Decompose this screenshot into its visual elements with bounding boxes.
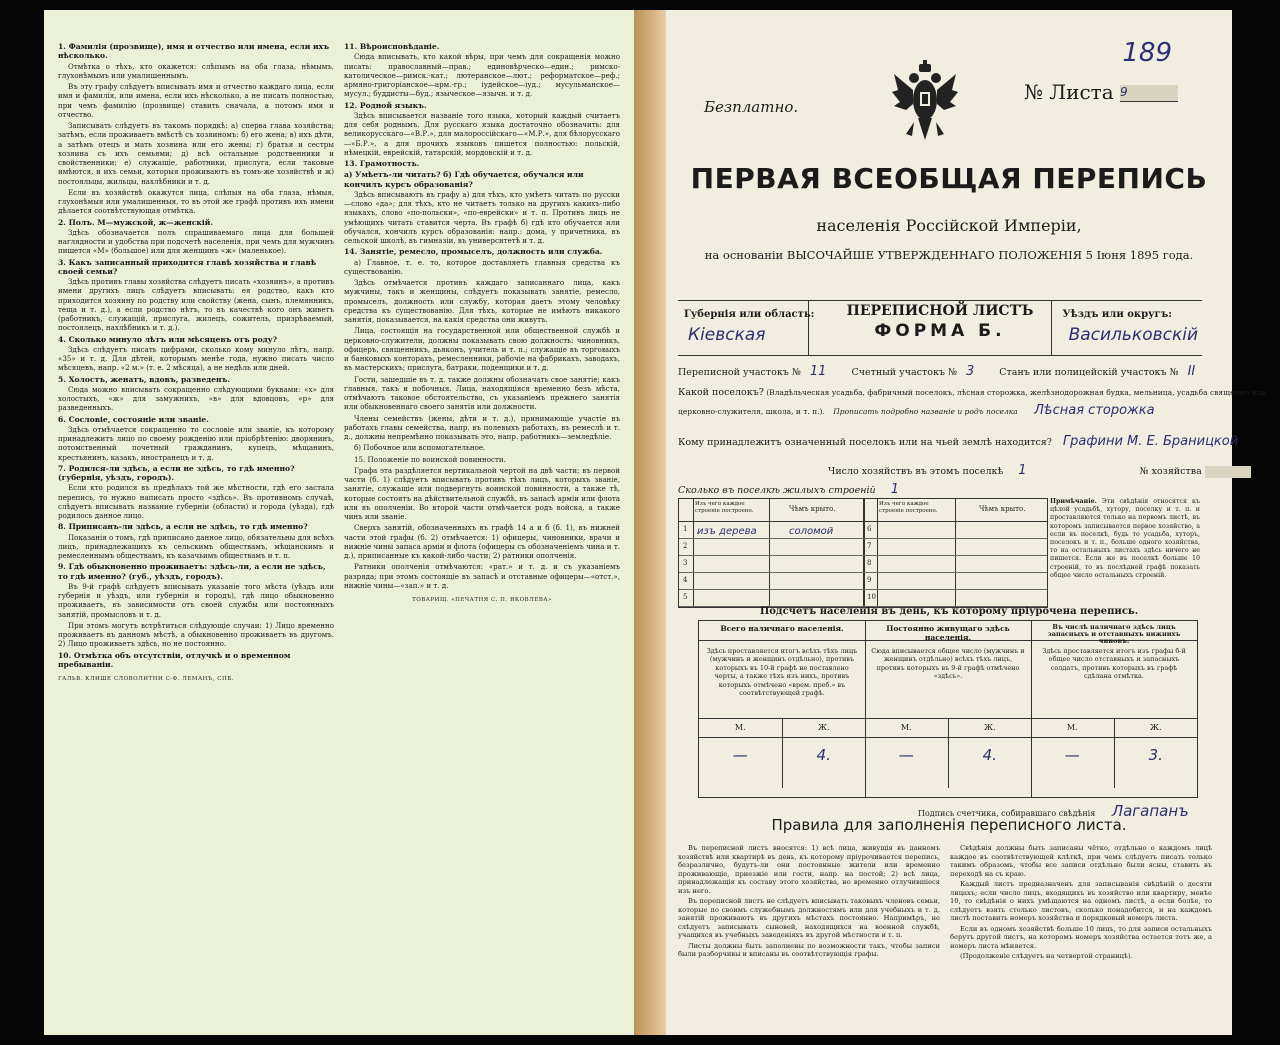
rules-column-2 — [950, 844, 1212, 1027]
rules-title: Правила для заполненія переписного листа. — [771, 816, 1127, 834]
sheet-number-value: 9 — [1120, 85, 1178, 102]
households-line: Число хозяйствъ въ этомъ поселкѣ 1 № хозяйства — [678, 463, 1202, 478]
instruction-paragraph: Здѣсь отмѣчается противъ каждаго записаннаго лица, какъ мужчины, такъ и женщины, слѣдуетъ показывать занятіе, ремесло, промыселъ, должность или службу, которая даетъ этому человѣку средства къ существованію. Для тѣхъ, которые не имѣютъ никакого занятія, показывается, на какія средства они живутъ. — [344, 278, 620, 324]
building-row-number: 2 — [683, 542, 688, 550]
book-gutter — [634, 10, 666, 1035]
building-row-number: 5 — [683, 593, 688, 601]
double-headed-eagle-icon — [892, 60, 958, 148]
reserve-female: 3. — [1148, 746, 1163, 764]
owner-line: Кому принадлежитъ означенный поселокъ или на чьей землѣ находится? Графини М. Е. Браницкой — [678, 434, 1239, 449]
building-row-number: 9 — [867, 576, 872, 584]
sheet-number: № Листа 9 — [1024, 80, 1178, 104]
resident-male: — — [865, 738, 949, 788]
building-row-number: 4 — [683, 576, 688, 584]
instruction-paragraph: Сюда вписывать, кто какой вѣры, при чемъ для сокращенія можно писать: православный—прав.; единовѣрческо—един.; римско-католическое—римск.-кат.; лютеранское—лют.; реформатское—реф.; армяно-григоріанское—арм.-гр.; іудейское—іуд.; мусульманское—мусул.; буддисты—буд.; языческое—язычн. и т. д. — [344, 52, 620, 99]
instruction-paragraph: Графа эта раздѣляется вертикальной чертой на двѣ части; въ первой части (б. 1) слѣдуетъ вписывать противъ тѣхъ лицъ, которыхъ званіе, занятіе, служащіе или подвергнуть воинской повинности, а также тѣ, которые состоятъ на дѣйствительной службѣ, въ запасѣ арміи или флота или въ ополченіи. Во второй части отмѣчается родъ войска, а также чинъ или званіе. — [344, 465, 620, 521]
rule-paragraph: Если въ одномъ хозяйствѣ больше 10 лицъ, то для записи остальныхъ берутъ другой листъ, на которомъ номеръ хозяйства остается тотъ же, а номеръ листа мѣняется. — [950, 924, 1212, 950]
total-female: 4. — [816, 746, 831, 764]
instruction-paragraph: Здѣсь слѣдуетъ писать цифрами, сколько кому минуло лѣтъ, напр. «35» и т. д. Для дѣтей, которымъ менѣе года, нужно писать число мѣсяцевъ, напр. «2 м.» (т. е. 2 мѣсяца), а не недѣль или дней. — [58, 344, 334, 373]
census-subtitle: населенія Россійской Имперіи, — [816, 216, 1082, 235]
buildings-line: Сколько въ поселкѣ жилыхъ строеній 1 — [678, 482, 899, 497]
building-1-roof: соломой — [789, 526, 834, 537]
instruction-paragraph: Если въ хозяйствѣ окажутся лица, слѣпыя на оба глаза, нѣмыя, глухонѣмыя или умалишенныя, то въ этой же графѣ противъ ихъ имени дѣлается соотвѣтствующая отмѣтка. — [58, 187, 334, 216]
instruction-paragraph: Сверхъ занятій, обозначенныхъ въ графѣ 14 а и б (б. 1), въ нижней части этой графы (б. 2) отмѣчается: 1) офицеры, чиновники, врачи и нижніе чины запаса арміи и флота (офицеры съ обозначеніемъ чина и т. д.), приписанные къ какой-либо части; 2) ратники ополченія. — [344, 523, 620, 560]
instruction-paragraph: Записывать слѣдуетъ въ такомъ порядкѣ: а) сперва глава хозяйства; затѣмъ, если проживаетъ вмѣстѣ съ хозяиномъ: б) его жена; в) ихъ дѣти, а затѣмъ отецъ и мать хозяина или его жены; г) братья и сестры хозяина съ ихъ семьями; д) всѣ остальные родственники и свойственники; е) служащіе, работники, прислуга, если таковые имѣются, и ихъ семьи, которыя проживаютъ въ томъ-же хозяйствѣ и ж) постояльцы, жильцы, нахлѣбники и т. д. — [58, 121, 334, 186]
instruction-paragraph: Здѣсь обозначается полъ спрашиваемаго лица для большей наглядности и удобства при подсчетѣ населенія, при чемъ для мужчинъ пишется «М» (большое) или для женщинъ «ж» (маленькое). — [58, 227, 334, 256]
section-heading: 13. Грамотность. — [344, 159, 420, 168]
section-heading: а) Умѣетъ-ли читать? б) Гдѣ обучается, обучался или кончилъ курсъ образованія? — [344, 170, 584, 189]
instruction-paragraph: При этомъ могутъ встрѣтиться слѣдующіе случаи: 1) Лицо временно проживаетъ въ данномъ мѣстѣ, а обыкновенно проживаетъ въ другомъ. 2) Лицо проживаетъ здѣсь, но не постоянно. — [58, 620, 334, 649]
section-heading: 11. Вѣроисповѣданіе. — [344, 42, 440, 51]
owner-value: Графини М. Е. Браницкой — [1062, 434, 1239, 449]
section-heading: 12. Родной языкъ. — [344, 100, 427, 110]
county-label: Уѣздъ или округъ: — [1062, 309, 1172, 320]
district-line: Переписной участокъ № 11 Счетный участокъ № 3 Станъ или полицейскій участокъ № II — [678, 364, 1196, 379]
form-header-box — [678, 300, 1202, 356]
section-heading: 5. Холостъ, женатъ, вдовъ, разведенъ. — [58, 374, 231, 384]
instruction-paragraph: Отмѣтка о тѣхъ, кто окажется: слѣпымъ на оба глаза, нѣмымъ, глухонѣмымъ или умалишеннымъ. — [58, 61, 334, 80]
section-heading: 4. Сколько минуло лѣтъ или мѣсяцевъ отъ роду? — [58, 334, 278, 344]
section-heading: 8. Приписанъ-ли здѣсь, а если не здѣсь, то гдѣ именно? — [58, 522, 308, 532]
instruction-paragraph: Здѣсь вписываютъ въ графу а) для тѣхъ, кто умѣетъ читать по русски—слово «да»; для тѣхъ, кто не читаетъ только на другихъ какихъ-либо языкахъ, слово «по-польски», «по-еврейски» и т. п. Противъ лицъ не умѣющихъ читать ставится черта. Въ графѣ б) гдѣ кто обучается или обучался, кончилъ курсъ образованія: напр.: дома, у причетника, въ сельской школѣ, въ гимназіи, въ университетѣ и т. д. — [344, 189, 620, 245]
section-heading: 1. Фамилія (прозвище), имя и отчество или имена, если ихъ нѣсколько. — [58, 42, 330, 61]
signature-value: Лагапанъ — [1111, 802, 1189, 820]
section-heading: 2. Полъ. М—мужской, ж—женскій. — [58, 217, 214, 227]
settlement-line: Какой поселокъ? (Владѣльческая усадьба, фабричный поселокъ, лѣсная сторожка, желѣзнодорожная будка, мельница, усадьба священно или — [678, 387, 1267, 398]
enumerator-signature: Подпись счетчика, собиравшаго свѣдѣнія Лагапанъ — [918, 802, 1189, 820]
left-page — [44, 10, 634, 1035]
rules-column-1 — [678, 844, 940, 1027]
instruction-paragraph: Здѣсь вписывается названіе того языка, который каждый считаетъ для себя роднымъ. Для русскаго языка достаточно обозначить: для великорусскаго—«В.Р.», для малороссійскаго—«М.Р.», для бѣлорусскаго—«Б.Р.», а для прочихъ языковъ пишется полностью: польскій, нѣмецкій, еврейскій, татарскій, мордовскій и т. д. — [344, 110, 620, 157]
printer-imprint: ТОВАРИЩ. «ПЕЧАТНЯ С. П. ЯКОВЛЕВА» — [412, 597, 552, 603]
section-heading: 3. Какъ записанный приходится главѣ хозяйства и главѣ своей семьи? — [58, 257, 317, 276]
settlement-value: Лѣсная сторожка — [1034, 403, 1155, 418]
rule-paragraph: Каждый листъ предназначенъ для записыванія свѣдѣній о десяти лицахъ; если число лицъ, входящихъ въ хозяйство или квартиру, менѣе 10, то свѣдѣнія о нихъ умѣщаются на одномъ листѣ, а если болѣе, то слѣдуетъ взять столько листовъ, сколько понадобится, и на каждомъ листѣ поставить номеръ хозяйства и порядковый номеръ листа. — [950, 880, 1212, 922]
instruction-paragraph: Члены семействъ (жены, дѣти и т. д.), принимающіе участіе въ работахъ главы семейства, напр. въ полевыхъ работахъ, въ ремеслѣ и т. д., должны непремѣнно показывать это, напр. работникъ—земледѣліе. — [344, 413, 620, 441]
building-row-number: 3 — [683, 559, 688, 567]
instruction-paragraph: б) Побочное или вспомогательное. — [354, 443, 486, 453]
building-row-number: 6 — [867, 525, 872, 533]
instruction-paragraph: Гости, зашедшіе въ т. д. также должны обозначать свое занятіе; какъ главныя, такъ и побочныя. Лица, находящіяся временно безъ мѣста, отмѣчаютъ таковое обстоятельство, съ указаніемъ прежнего занятія или обыкновеннаго своего занятія или должности. — [344, 374, 620, 412]
settlement-line-2: церковно-служителя, школа, и т. п.). Прописать подробно названіе и родъ поселка Лѣсная сторожка — [678, 403, 1155, 418]
instructions-column-2 — [344, 40, 620, 1015]
free-label: Безплатно. — [704, 98, 799, 116]
population-count-title: Подсчетъ населенія въ день, къ которому пріурочена перепись. — [759, 606, 1139, 617]
form-title: ПЕРЕПИСНОЙ ЛИСТЪ ФОРМА Б. — [846, 303, 1034, 341]
rule-paragraph: Въ переписной листъ вносятся: 1) всѣ лица, живущія въ данномъ хозяйствѣ или квартирѣ въ день, къ которому пріурочивается перепись, безразлично, будутъ-ли они постоянные жители или временно проживающіе, приезжіе или гости, напр. на постой; 2) всѣ лица, принадлежащія къ составу этого хозяйства, но временно отлучившіеся изъ него. — [678, 844, 940, 895]
census-title: ПЕРВАЯ ВСЕОБЩАЯ ПЕРЕПИСЬ — [690, 162, 1208, 195]
rule-paragraph: Листы должны быть заполнены по возможности такъ, чтобы записи были разборчивы и вписаны въ соотвѣтствующія графы. — [678, 941, 940, 958]
section-heading: 10. Отмѣтка объ отсутствіи, отлучкѣ и о временном пребываніи. — [58, 650, 291, 669]
instruction-paragraph: Въ 9-й графѣ слѣдуетъ вписывать указаніе того мѣста (уѣздъ или губернія и уѣздъ, или губернія и городъ), гдѣ лицо обыкновенно проживаетъ, въ зависимости отъ своей службы или постоянныхъ занятій, промысловъ и т. д. — [58, 581, 334, 619]
rules-section — [678, 844, 1212, 1027]
county-value: Васильковскій — [1068, 325, 1198, 345]
building-row-number: 10 — [867, 593, 876, 601]
instruction-paragraph: Здѣсь отмѣчается сокращенно то сословіе или званіе, къ которому принадлежитъ лицо по своему рожденію или пріобрѣтенію: дворянинъ, потомственный почетный гражданинъ, купецъ, мѣщанинъ, крестьянинъ, казакъ, иностранецъ и т. д. — [58, 424, 334, 462]
section-heading: 6. Сословіе, состояніе или званіе. — [58, 414, 209, 424]
buildings-table: Изъ чего каждое строеніе построено. Чѣмъ крыто. Изъ чего каждое строеніе построено. Чѣмъ крыто. 1 6 2 7 3 8 4 9 5 10 изъ дерева соломой — [678, 498, 1048, 608]
handwritten-page-number: 189 — [1122, 38, 1172, 68]
instruction-paragraph: 15. Положеніе по воинской повинности. — [354, 454, 506, 464]
instruction-paragraph: Лица, состоящія на государственной или общественной службѣ и церковно-служители, должны показывать свою должность: чиновникъ, офицеръ, священникъ, дьяконъ, учитель и т. п.; служащіе въ торговыхъ и банковыхъ конторахъ, ремесленники, рабочіе на фабрикахъ, заводахъ, въ мастерскихъ; прислуга, батраки, поденщики и т. д. — [344, 326, 620, 373]
rule-paragraph: (Продолженіе слѣдуетъ на четвертой страницѣ). — [960, 952, 1133, 960]
total-male: — — [699, 738, 783, 788]
rule-paragraph: Свѣдѣнія должны быть записаны чётко, отдѣльно о каждомъ лицѣ каждое въ соотвѣтствующей клѣткѣ, при чемъ слѣдуетъ писать только такимъ образомъ, чтобы все записи отдѣльно были ясны, ставить въ переходѣ на съ краю. — [950, 844, 1212, 878]
rule-paragraph: Въ переписной листъ не слѣдуетъ вписывать таковыхъ членовъ семьи, которые по своимъ служебнымъ должностямъ или для учебныхъ и т. д. занятій проживаютъ въ другихъ мѣстахъ постоянно. Напримѣръ, не слѣдуетъ записывать сыновей, находящихся на военной службѣ, учащихся въ учебныхъ заведеніяхъ въ другой мѣстности и т. п. — [678, 897, 940, 939]
instruction-paragraph: Ратники ополченія отмѣчаются: «рат.» и т. д. и съ указаніемъ разряда; при этомъ состоящіе въ запасѣ и отставные офицеры—«отст.», нижніе чины—«зап.» и т. д. — [344, 562, 620, 590]
instructions-column-1 — [58, 40, 334, 1015]
building-1-material: изъ дерева — [697, 526, 757, 537]
instruction-paragraph: Въ эту графу слѣдуетъ вписывать имя и отчество каждаго лица, если имя и фамилія, или имена, если ихъ нѣсколько, а не писать полностью, при чемъ фамилію (прозвище) ставить сначала, а потомъ имя и отчество. — [58, 82, 334, 119]
instruction-paragraph: Сюда можно вписывать сокращенно слѣдующими буквами: «х» для холостыхъ, «ж» для замужнихъ, «в» для вдовцовъ, «р» для разведенныхъ. — [58, 384, 334, 413]
province-label: Губернія или область: — [684, 309, 815, 320]
building-row-number: 1 — [683, 525, 688, 533]
province-value: Кіевская — [688, 325, 766, 345]
section-heading: 9. Гдѣ обыкновенно проживаетъ: здѣсь-ли, а если не здѣсь, то гдѣ именно? (губ., уѣздъ, городъ). — [58, 562, 326, 581]
building-row-number: 8 — [867, 559, 872, 567]
population-count-table: Всего наличнаго населенія. Здѣсь проставляется итогъ всѣхъ тѣхъ лицъ (мужчинъ и женщинъ отдѣльно), противъ которыхъ въ 10-й графѣ не поставлено черты, а также тѣхъ изъ нихъ, противъ которыхъ отмѣчено «врем. преб.» въ соотвѣтствующей графѣ. М. Ж. — 4. Постоянно живущаго здѣсь населенія. Сюда вписывается общее число (мужчинъ и женщинъ отдѣльно) всѣхъ тѣхъ лицъ, противъ которыхъ въ 9-й графѣ отмѣчено «здѣсь». М. Ж. — 4. Въ числѣ наличнаго здѣсь лицъ запасныхъ и отставныхъ нижнихъ чиновъ. Здѣсь проставляется итогъ изъ графы б-й общее число отставныхъ и запасныхъ солдатъ, противъ которыхъ въ графѣ сдѣлана отмѣтка. М. Ж. — 3. — [698, 620, 1198, 798]
census-basis: на основаніи ВЫСОЧАЙШЕ УТВЕРЖДЕННАГО ПОЛОЖЕНІЯ 5 Іюня 1895 года. — [704, 248, 1194, 262]
instruction-paragraph: Здѣсь противъ главы хозяйства слѣдуетъ писать «хозяинъ», а противъ имени другихъ лицъ слѣдуетъ вписывать: ея родство, какъ кто приходится хозяину по родству или свойству (жена, сынъ, племянникъ, теща и т. д.), а если родство нѣтъ, то въ качествѣ кого онъ живетъ (работникъ, служащій, прислуга, жилецъ, сожитель, призрѣваемый, постоялецъ, нахлѣбникъ и т. д.). — [58, 277, 334, 333]
note-text: Примѣчаніе. Эти свѣдѣнія относятся къ цѣлой усадьбѣ, хутору, поселку и т. п. и проставляются только на первомъ листѣ, въ которомъ записывается первое хозяйство, а если въ поселкѣ, будь то усадьба, хуторъ, поселокъ и т. п., больше одного хозяйства, то на остальныхъ листахъ здѣсь ничего не пишется. Если же въ поселкѣ больше 10 строеній, то въ послѣдней графѣ показать общее число остальныхъ строеній. — [1050, 498, 1200, 579]
building-row-number: 7 — [867, 542, 872, 550]
reserve-male: — — [1031, 738, 1115, 788]
printer-imprint: ГАЛЬВ. КЛИШЕ СЛОВОЛИТНИ С-Ф. ЛЕМАНЪ, СПБ. — [58, 676, 235, 682]
section-heading: 14. Занятіе, ремесло, промыселъ, должность или служба. — [344, 247, 603, 257]
instruction-paragraph: а) Главное, т. е. то, которое доставляетъ главныя средства къ существованію. — [344, 257, 620, 276]
right-page — [666, 10, 1267, 1035]
instruction-paragraph: Показанія о томъ, гдѣ приписано данное лицо, обязательны для всѣхъ лицъ, принадлежащихъ къ сельскимъ обществамъ, мѣщанскимъ и ремесленнымъ обществамъ, къ казачьимъ обществамъ и т. п. — [58, 532, 334, 560]
resident-female: 4. — [982, 746, 997, 764]
instruction-paragraph: Если кто родился въ предѣлахъ той же мѣстности, гдѣ его застала перепись, то нужно написать просто «здѣсь». Въ противномъ случаѣ, слѣдуетъ вписывать название губерніи (области) и города (уѣзда), гдѣ родилось данное лицо. — [58, 483, 334, 520]
section-heading: 7. Родился-ли здѣсь, а если не здѣсь, то гдѣ именно? (губернія, уѣздъ, городъ). — [58, 463, 295, 482]
